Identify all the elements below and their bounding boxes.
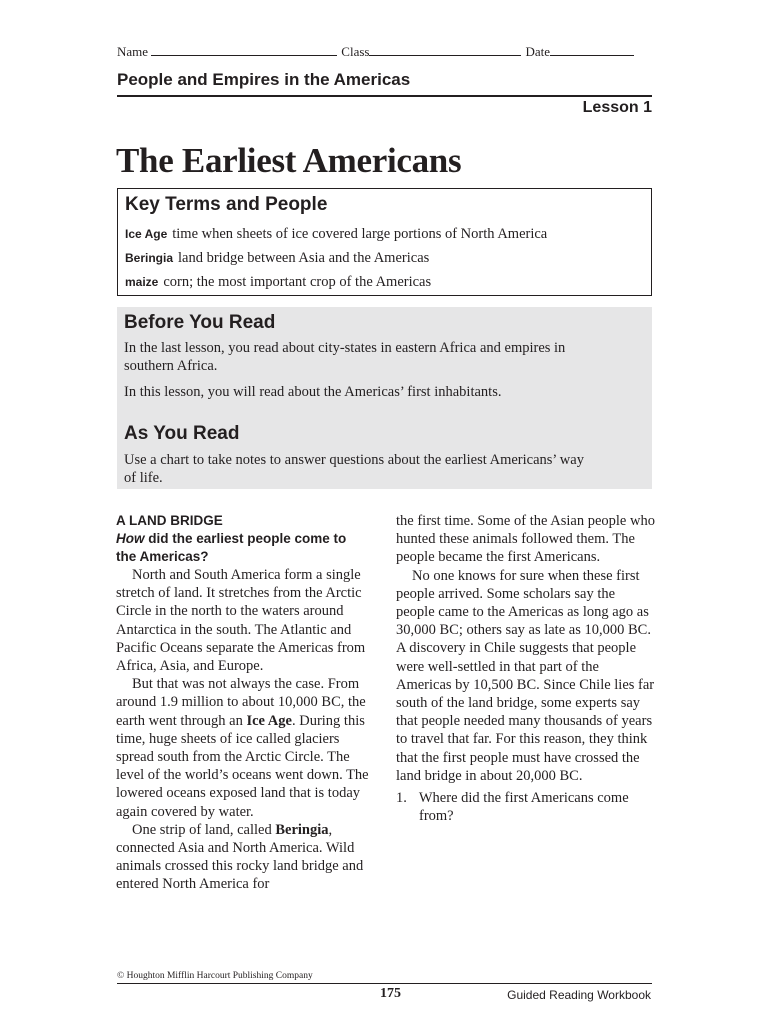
key-terms-box xyxy=(117,188,652,296)
key-term-row xyxy=(125,226,547,243)
page-number: 175 xyxy=(380,986,401,1001)
as-you-read-heading: As You Read xyxy=(124,423,240,444)
key-term-inline: Beringia xyxy=(275,821,329,838)
unit-title: People and Empires in the Americas xyxy=(117,70,411,89)
before-you-read-paragraph: In this lesson, you will read about the Americas’ first inhabitants. xyxy=(124,384,502,400)
question-number: 1. xyxy=(396,790,407,807)
key-term-definition: corn; the most important crop of the Americas xyxy=(163,274,432,290)
question-text: Where did the first Americans come from? xyxy=(418,790,629,825)
body-paragraph-continued: the first time. Some of the Asian people who hunted these animals followed them. The people became the first Americans. xyxy=(396,513,655,566)
review-question xyxy=(396,789,656,825)
question-rest: did the earliest people come to the Americas? xyxy=(116,531,347,564)
text-column-left xyxy=(116,512,376,894)
body-paragraph: But that was not always the case. From around 1.9 million to about 10,000 BC, the earth went through an Ice Age. During this time, huge sheets of ice called glaciers spread south from the Arctic Circle. The level of the world’s oceans went down. The lowered oceans exposed land that is today again covered by water. xyxy=(116,676,369,820)
key-term: maize xyxy=(125,275,159,289)
student-info-line xyxy=(117,43,652,59)
before-you-read-paragraph: In the last lesson, you read about city-states in eastern Africa and empires in southern Africa. xyxy=(124,340,566,374)
header-divider xyxy=(117,95,652,97)
section-question xyxy=(116,530,366,566)
lesson-label: Lesson 1 xyxy=(582,99,652,116)
key-term: Beringia xyxy=(125,251,174,265)
key-term-definition: time when sheets of ice covered large portions of North America xyxy=(172,226,548,242)
section-heading: A LAND BRIDGE xyxy=(116,513,223,528)
workbook-name: Guided Reading Workbook xyxy=(507,988,651,1002)
class-blank[interactable] xyxy=(369,43,521,56)
date-blank[interactable] xyxy=(550,43,634,56)
reading-preview-panel xyxy=(117,307,652,489)
key-term-definition: land bridge between Asia and the Americas xyxy=(178,250,430,266)
copyright-notice: © Houghton Mifflin Harcourt Publishing Company xyxy=(117,971,313,981)
footer-divider xyxy=(117,983,652,984)
body-paragraph: No one knows for sure when these first people arrived. Some scholars say the people came to the Americas as long ago as 30,000 BC; others say as late as 10,000 BC. A discovery in Chile suggests that people were well-settled in that part of the Americas by 10,500 BC. Since Chile lies far south of the land bridge, some experts say that people needed many thousands of years to travel that far. For this reason, they think that the first people must have crossed the land bridge in about 20,000 BC. xyxy=(396,567,655,784)
question-lead-word: How xyxy=(116,531,145,546)
before-you-read-heading: Before You Read xyxy=(124,312,276,333)
lesson-title: The Earliest Americans xyxy=(116,141,462,180)
key-term-row xyxy=(125,274,431,291)
as-you-read-paragraph: Use a chart to take notes to answer questions about the earliest Americans’ way of life. xyxy=(124,452,584,486)
class-label: Class xyxy=(341,44,370,59)
key-term-inline: Ice Age xyxy=(246,712,292,729)
date-label: Date xyxy=(525,44,551,59)
key-term-row xyxy=(125,250,429,267)
body-paragraph: North and South America form a single stretch of land. It stretches from the Arctic Circle in the north to the waters around Antarctica in the south. The Atlantic and Pacific Oceans separate the Americas from Africa, Asia, and Europe. xyxy=(116,567,366,675)
key-term: Ice Age xyxy=(125,227,168,241)
text-column-right xyxy=(396,512,656,825)
body-paragraph-split: One strip of land, called Beringia, connected Asia and North America. Wild animals crossed this rocky land bridge and entered North America for xyxy=(116,821,364,893)
name-label: Name xyxy=(117,44,149,59)
name-blank[interactable] xyxy=(151,43,337,56)
key-terms-heading: Key Terms and People xyxy=(125,194,328,215)
